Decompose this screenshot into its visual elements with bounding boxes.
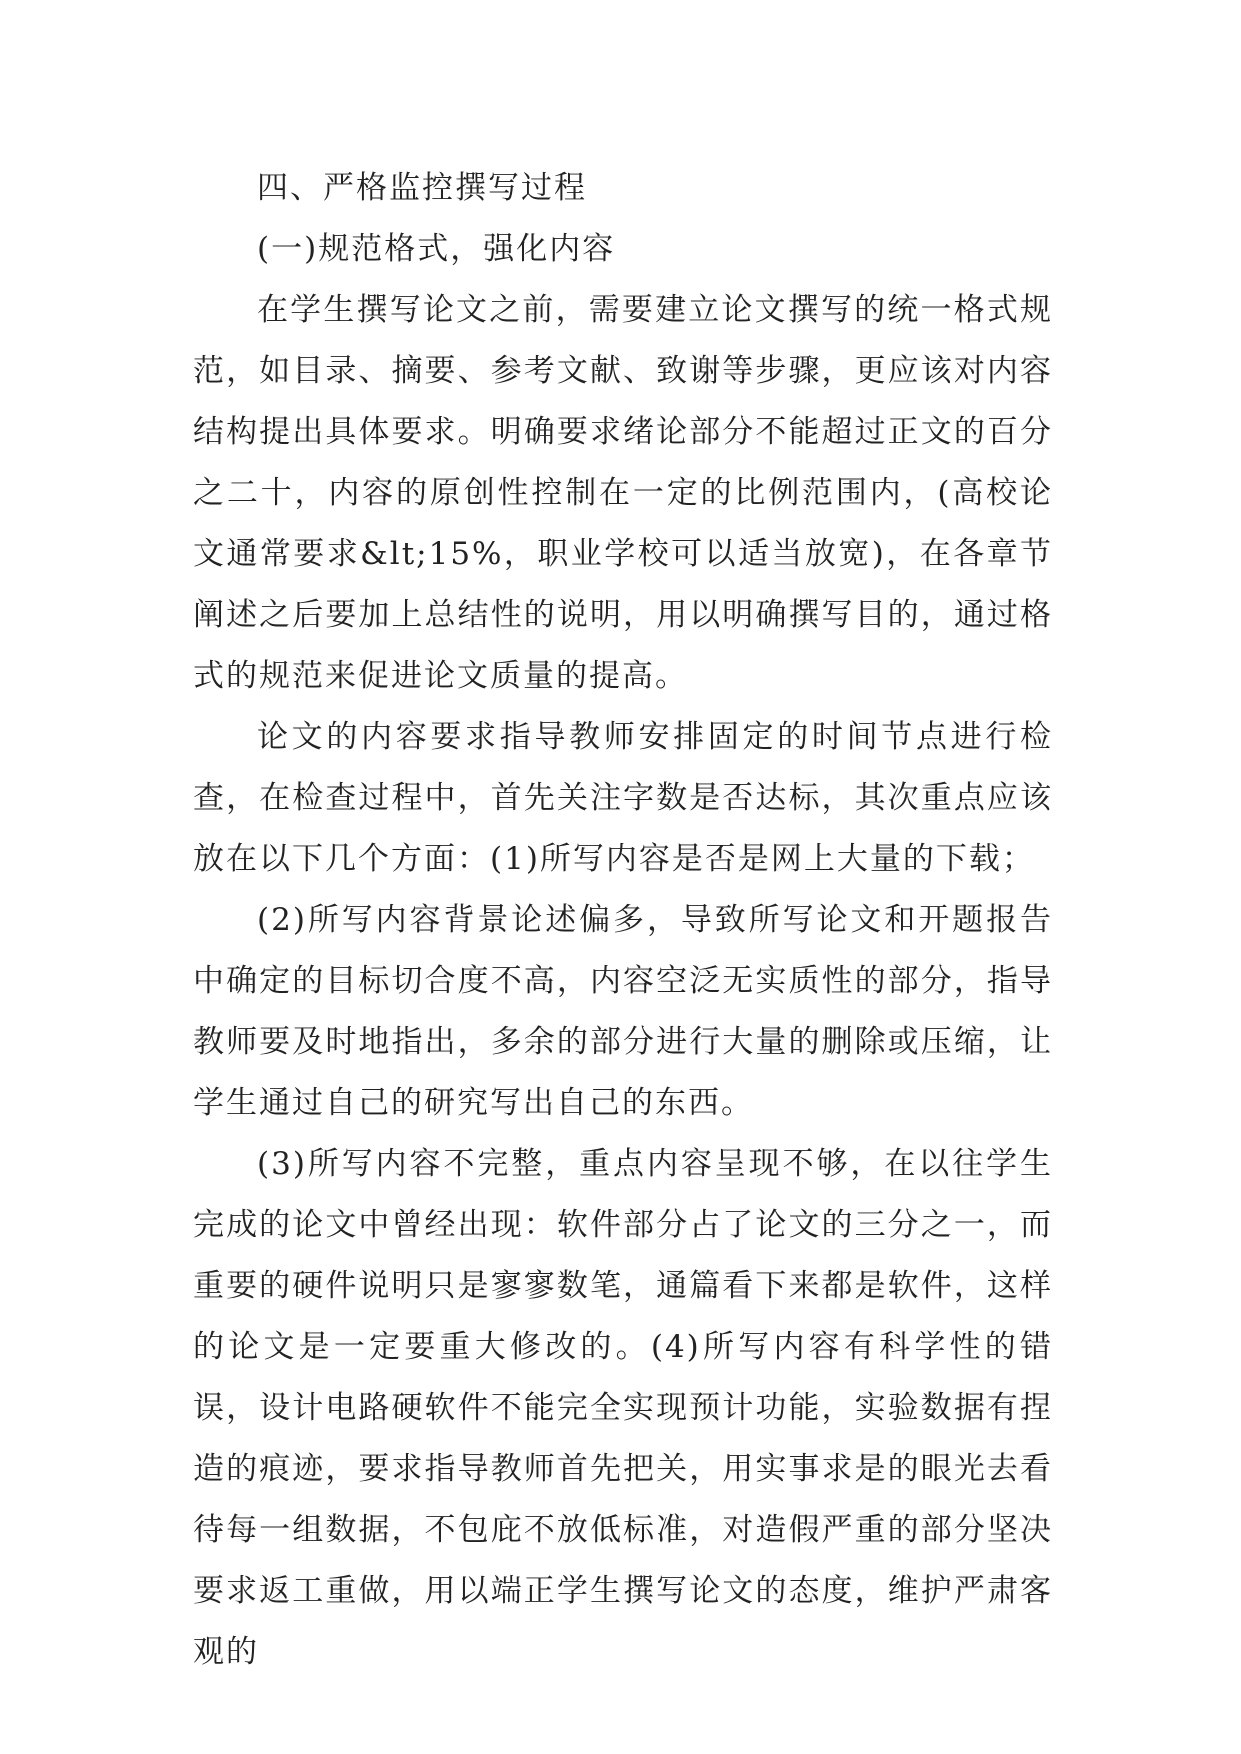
- subsection-heading: (一)规范格式，强化内容: [257, 231, 616, 267]
- paragraph-point-2: (2)所写内容背景论述偏多，导致所写论文和开题报告中确定的目标切合度不高，内容空泛无实质性的部分，指导教师要及时地指出，多余的部分进行大量的删除或压缩，让学生通过自己的研究写出自己的东西。: [193, 902, 1053, 1121]
- paragraph-content-check: 论文的内容要求指导教师安排固定的时间节点进行检查，在检查过程中，首先关注字数是否达标，其次重点应该放在以下几个方面：(1)所写内容是否是网上大量的下载；: [193, 719, 1053, 877]
- paragraph-format-norms: 在学生撰写论文之前，需要建立论文撰写的统一格式规范，如目录、摘要、参考文献、致谢等步骤，更应该对内容结构提出具体要求。明确要求绪论部分不能超过正文的百分之二十，内容的原创性控制在一定的比例范围内，(高校论文通常要求&lt;15%，职业学校可以适当放宽)，在各章节阐述之后要加上总结性的说明，用以明确撰写目的，通过格式的规范来促进论文质量的提高。: [193, 292, 1053, 694]
- paragraph-point-3-4: (3)所写内容不完整，重点内容呈现不够，在以往学生完成的论文中曾经出现：软件部分占了论文的三分之一，而重要的硬件说明只是寥寥数笔，通篇看下来都是软件，这样的论文是一定要重大修改的。(4)所写内容有科学性的错误，设计电路硬软件不能完全实现预计功能，实验数据有捏造的痕迹，要求指导教师首先把关，用实事求是的眼光去看待每一组数据，不包庇不放低标准，对造假严重的部分坚决要求返工重做，用以端正学生撰写论文的态度，维护严肃客观的: [193, 1146, 1053, 1670]
- section-heading: 四、严格监控撰写过程: [257, 170, 587, 206]
- document-body: [193, 158, 1053, 1683]
